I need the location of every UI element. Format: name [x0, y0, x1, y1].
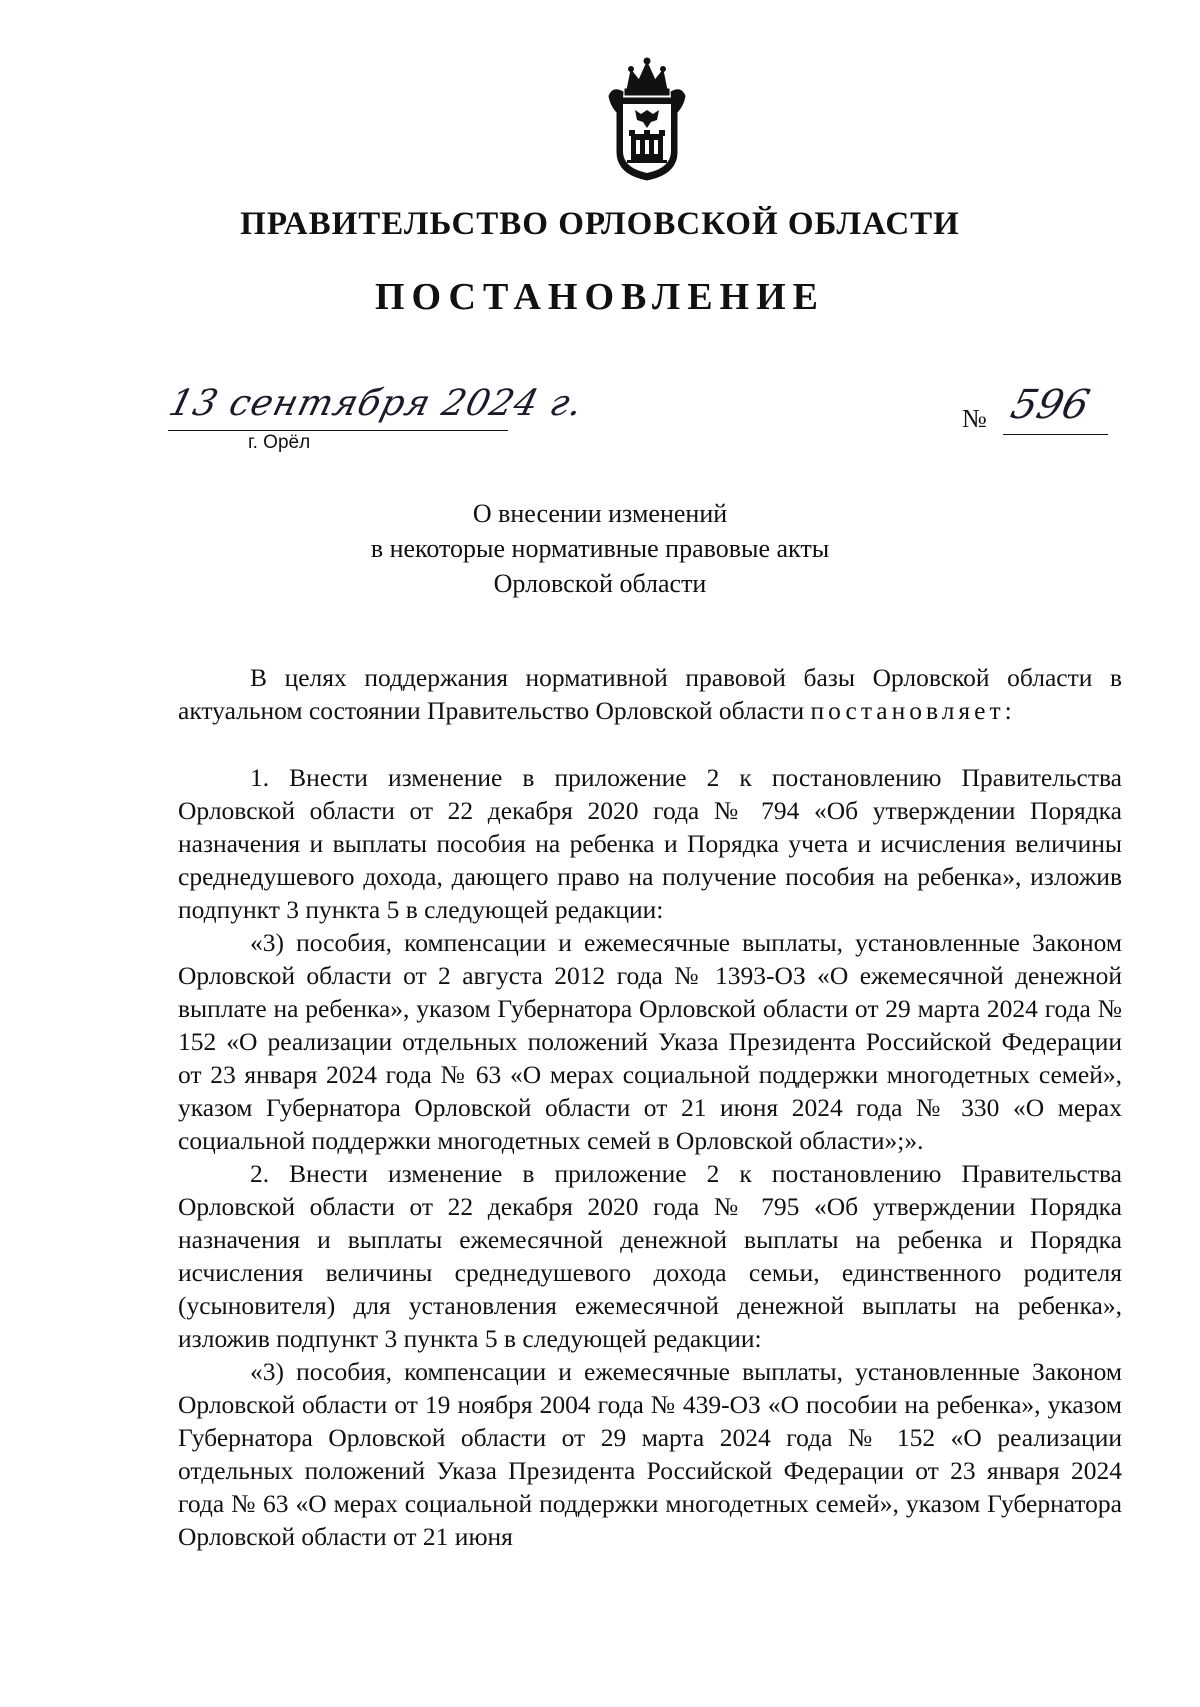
handwritten-number: 596 [1006, 382, 1095, 428]
paragraph-2-quote: «3) пособия, компенсации и ежемесячные выплаты, установленные Законом Орловской области от 19 ноября 2004 года № 439-ОЗ «О пособии на ребенка», указом Губернатора Орловской области от 29 марта 2024 года № 152 «О реализации отдельных положений Указа Президента Российской Федерации от 23 января 2024 года № 63 «О мерах социальной поддержки многодетных семей», указом Губернатора Орловской области от 21 июня [178, 1357, 1122, 1551]
document-type: ПОСТАНОВЛЕНИЕ [374, 276, 826, 318]
handwritten-date: 13 сентября 2024 г. [164, 383, 588, 424]
paragraph-1-quote: «3) пособия, компенсации и ежемесячные выплаты, установленные Законом Орловской области от 2 августа 2012 года № 1393-ОЗ «О ежемесячной денежной выплате на ребенка», указом Губернатора Орловской области от 29 марта 2024 года № 152 «О реализации отдельных положений Указа Президента Российской Федерации от 23 января 2024 года № 63 «О мерах социальной поддержки многодетных семей», указом Губернатора Орловской области от 21 июня 2024 года № 330 «О мерах социальной поддержки многодетных семей в Орловской области»;». [178, 928, 1122, 1155]
subject-line: Орловской области [493, 569, 707, 598]
preamble-text: В целях поддержания нормативной правовой базы Орловской области в актуальном состоянии Правительство Орловской области [178, 663, 1122, 725]
paragraph-1: 1. Внести изменение в приложение 2 к постановлению Правительства Орловской области от 22 декабря 2020 года № 794 «Об утверждении Порядка назначения и выплаты пособия на ребенка и Порядка учета и исчисления величины среднедушевого дохода, дающего право на получение пособия на ребенка», изложив подпункт 3 пункта 5 в следующей редакции: [178, 763, 1122, 924]
preamble [178, 661, 1122, 727]
city-label: г. Орёл [248, 432, 311, 453]
subject-line: в некоторые нормативные правовые акты [370, 534, 830, 563]
subject-line: О внесении изменений [472, 499, 728, 528]
coat-of-arms-emblem [605, 56, 689, 184]
date-underline [168, 430, 508, 431]
government-title: ПРАВИТЕЛЬСТВО ОРЛОВСКОЙ ОБЛАСТИ [240, 206, 960, 242]
number-underline [1003, 434, 1108, 435]
intro-paragraph [178, 661, 1122, 727]
document-subject [0, 496, 1200, 601]
paragraph-2: 2. Внести изменение в приложение 2 к постановлению Правительства Орловской области от 22 декабря 2020 года № 795 «Об утверждении Порядка назначения и выплаты ежемесячной денежной выплаты на ребенка и Порядка исчисления величины среднедушевого дохода семьи, единственного родителя (усыновителя) для установления ежемесячной денежной выплаты на ребенка», изложив подпункт 3 пункта 5 в следующей редакции: [178, 1159, 1122, 1353]
document-body [178, 761, 1122, 1553]
resolves-word: постановляет [810, 696, 1005, 725]
number-label: № [962, 404, 987, 433]
preamble-colon: : [1004, 696, 1012, 725]
